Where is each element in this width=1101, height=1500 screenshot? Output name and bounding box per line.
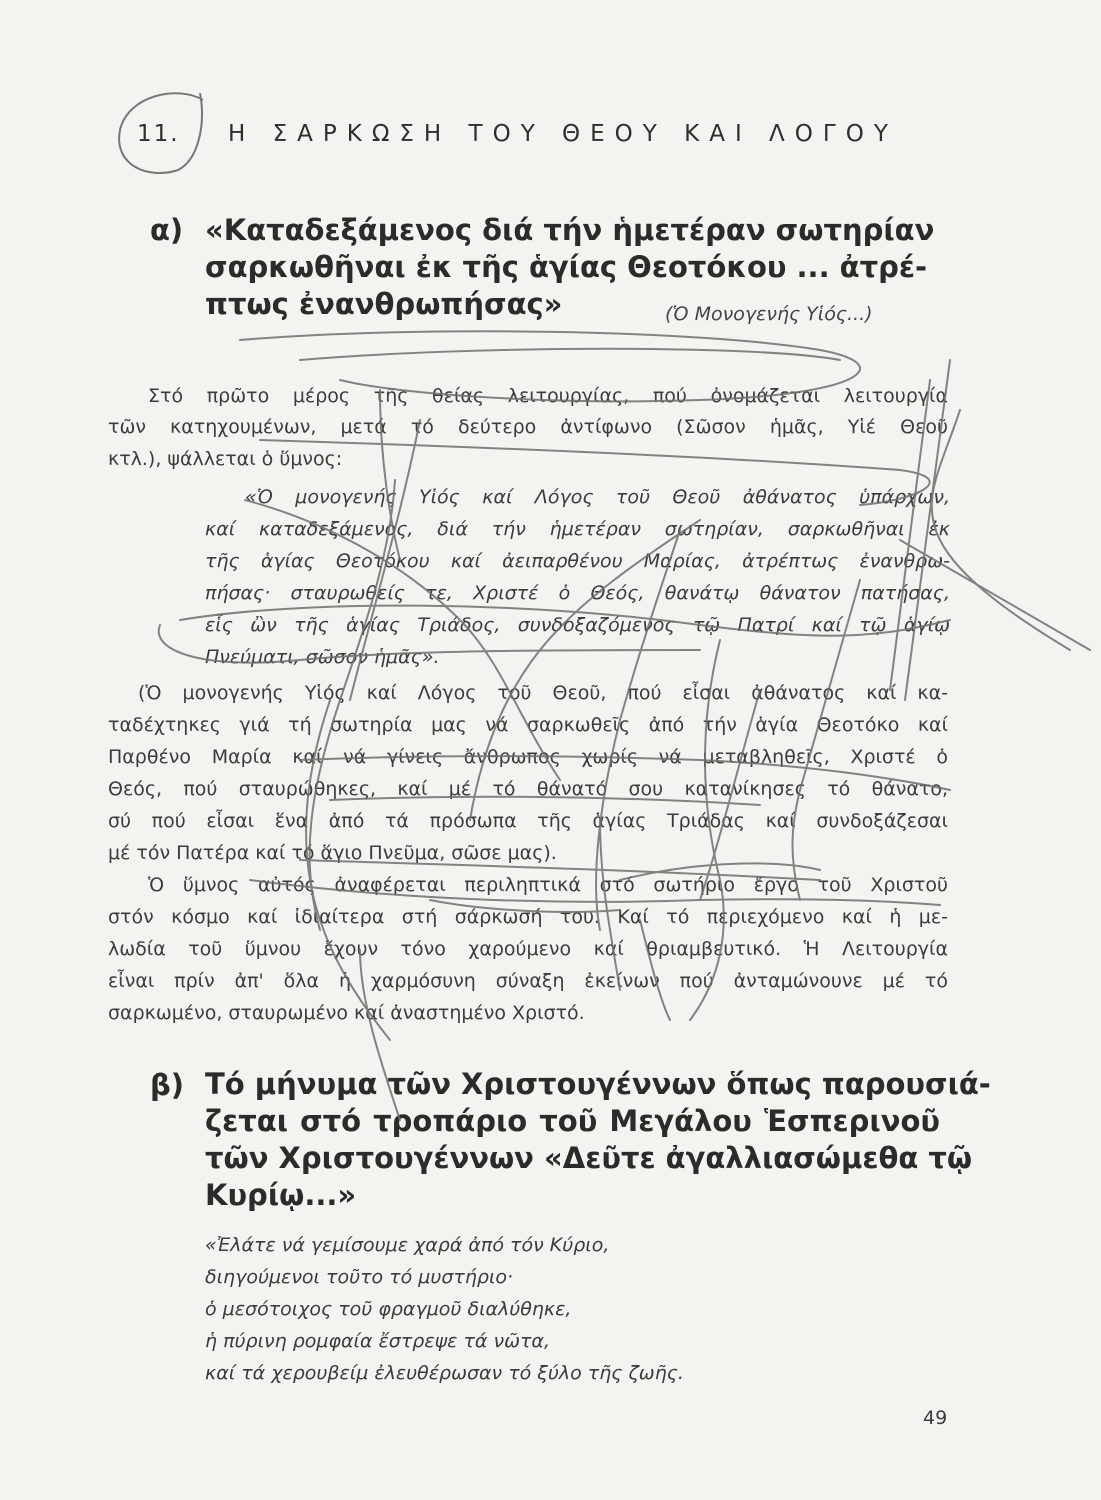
section-b-heading [205,1066,991,1214]
translation-line: ταδέχτηκες γιά τή σωτηρία μας νά σαρκωθεῖς ἀπό τήν ἁγία Θεοτόκο καί [108,714,948,736]
commentary-line: στόν κόσμο καί ἰδιαίτερα στή σάρκωσή του. Καί τό περιεχόμενο καί ἡ με- [108,906,948,928]
poem-line: διηγούμενοι τοῦτο τό μυστήριο· [205,1266,514,1288]
hymn-line: καί καταδεξάμενος, διά τήν ἡμετέραν σωτηρίαν, σαρκωθῆναι ἐκ [205,518,950,540]
intro-line: κτλ.), ψάλλεται ὁ ὕμνος: [108,448,343,470]
commentary-line: σαρκωμένο, σταυρωμένο καί ἀναστημένο Χριστό. [108,1002,585,1024]
section-b-heading-line: τῶν Χριστουγέννων «Δεῦτε ἀγαλλιασώμεθα τῷ [205,1141,973,1175]
translation-line: Θεός, πού σταυρώθηκες, καί μέ τό θάνατό σου κατανίκησες τό θάνατο, [108,778,948,800]
chapter-number: 11. [137,121,180,147]
translation-line: Παρθένο Μαρία καί νά γίνεις ἄνθρωπος χωρίς νά μεταβληθεῖς, Χριστέ ὁ [108,746,948,768]
commentary-line: Ὁ ὕμνος αὐτός ἀναφέρεται περιληπτικά στό σωτήριο ἔργο τοῦ Χριστοῦ [148,874,948,896]
poem-line: ὁ μεσότοιχος τοῦ φραγμοῦ διαλύθηκε, [205,1298,572,1320]
poem-line: ἡ πύρινη ρομφαία ἔστρεψε τά νῶτα, [205,1330,550,1352]
section-a-heading-line: σαρκωθῆναι ἐκ τῆς ἁγίας Θεοτόκου ... ἀτρέ- [205,250,928,284]
hymn-line: Πνεύματι, σῶσον ἡμᾶς». [205,646,440,668]
section-b-heading-line: ζεται στό τροπάριο τοῦ Μεγάλου Ἑσπερινοῦ [205,1104,940,1138]
hymn-reference: (Ὁ Μονογενής Υἱός...) [665,303,873,325]
section-a-heading-line: πτως ἐνανθρωπήσας» [205,287,563,321]
section-b-heading-line: Τό μήνυμα τῶν Χριστουγέννων ὅπως παρουσιά- [205,1067,991,1101]
poem-line: καί τά χερουβείμ ἐλευθέρωσαν τό ξύλο τῆς ζωῆς. [205,1362,684,1384]
page-number: 49 [923,1407,948,1429]
section-b-letter: β) [150,1068,185,1102]
section-b-heading-line: Κυρίῳ...» [205,1178,357,1212]
section-a-letter: α) [150,213,184,247]
commentary-line: εἶναι πρίν ἀπ' ὅλα ἡ χαρμόσυνη σύναξη ἐκείνων πού ἀνταμώνουνε μέ τό [108,970,948,992]
hymn-line: πήσας· σταυρωθείς τε, Χριστέ ὁ Θεός, θανάτῳ θάνατον πατήσας, [205,582,950,604]
translation-line: (Ὁ μονογενής Υἱός καί Λόγος τοῦ Θεοῦ, πού εἶσαι ἀθάνατος καί κα- [138,682,948,704]
translation-line: σύ πού εἶσαι ἕνα ἀπό τά πρόσωπα τῆς ἁγίας Τριάδας καί συνδοξάζεσαι [108,810,948,832]
poem-line: «Ἐλάτε νά γεμίσουμε χαρά ἀπό τόν Κύριο, [205,1234,610,1256]
intro-line: Στό πρῶτο μέρος τῆς θείας λειτουργίας, πού ὀνομάζεται λειτουργία [148,385,948,407]
hymn-line: «Ὁ μονογενής Υἱός καί Λόγος τοῦ Θεοῦ ἀθάνατος ὑπάρχων, [245,486,950,508]
translation-line: μέ τόν Πατέρα καί τό ἅγιο Πνεῦμα, σῶσε μας). [108,842,557,864]
hymn-line: τῆς ἁγίας Θεοτόκου καί ἀειπαρθένου Μαρίας, ἀτρέπτως ἐνανθρω- [205,550,950,572]
commentary-line: λωδία τοῦ ὕμνου ἔχουν τόνο χαρούμενο καί θριαμβευτικό. Ἡ Λειτουργία [108,938,948,960]
hymn-line: εἷς ὢν τῆς ἁγίας Τριάδος, συνδοξαζόμενος τῷ Πατρί καί τῷ ἁγίῳ [205,614,950,636]
intro-line: τῶν κατηχουμένων, μετά τό δεύτερο ἀντίφωνο (Σῶσον ἡμᾶς, Υἱέ Θεοῦ [108,416,948,438]
chapter-title: Η ΣΑΡΚΩΣΗ ΤΟΥ ΘΕΟΥ ΚΑΙ ΛΟΓΟΥ [228,121,898,147]
section-a-heading-line: «Καταδεξάμενος διά τήν ἡμετέραν σωτηρίαν [205,213,935,247]
